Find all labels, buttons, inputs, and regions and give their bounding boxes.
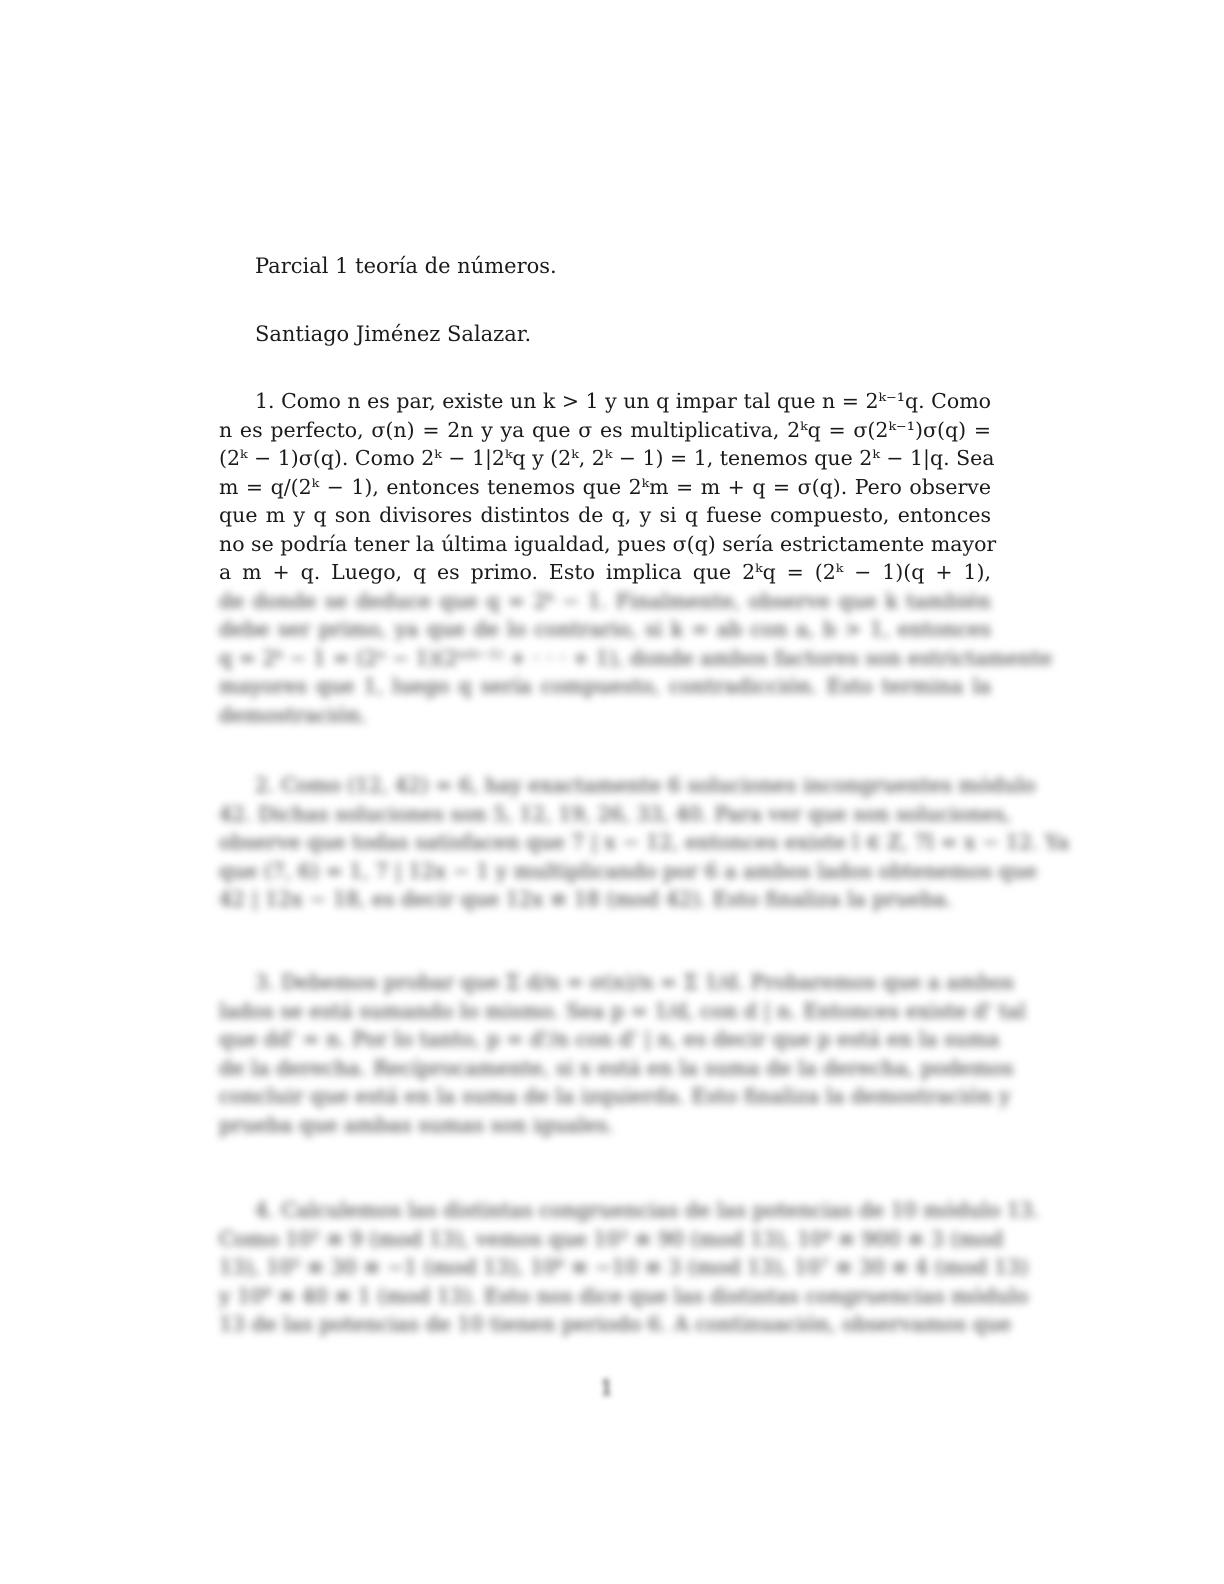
- problem-1-paragraph: [219, 387, 1053, 729]
- paragraph-line: lados se está sumando lo mismo. Sea p = 1/d, con d | n. Entonces existe d' tal: [219, 998, 1026, 1023]
- problem-4-paragraph: [219, 1196, 1040, 1339]
- paragraph-line: q = 2ᵏ − 1 = (2ᵃ − 1)(2ᵃ⁽ᵇ⁻¹⁾ + · · · + 1), donde ambos factores son estrictamente: [219, 645, 1053, 670]
- paragraph-line: 13 de las potencias de 10 tienen periodo 6. A continuación, observamos que: [219, 1312, 1012, 1336]
- paragraph-line: 4. Calculemos las distintas congruencias de las potencias de 10 módulo 13.: [255, 1198, 1040, 1222]
- paragraph-line: 42 | 12x − 18, es decir que 12x ≡ 18 (mod 42). Esto finaliza la prueba.: [219, 887, 953, 911]
- paragraph-line: 3. Debemos probar que Σ d/n = σ(n)/n = Σ 1/d. Probaremos que a ambos: [255, 970, 1015, 994]
- paragraph-line: 2. Como (12, 42) = 6, hay exactamente 6 soluciones incongruentes módulo: [255, 773, 1036, 797]
- paragraph-line: (2ᵏ − 1)σ(q). Como 2ᵏ − 1|2ᵏq y (2ᵏ, 2ᵏ − 1) = 1, tenemos que 2ᵏ − 1|q. Sea: [219, 446, 995, 470]
- paragraph-line: mayores que 1, luego q sería compuesto, contradicción. Esto termina la: [219, 674, 991, 698]
- paragraph-line: que m y q son divisores distintos de q, y si q fuese compuesto, entonces: [219, 503, 991, 527]
- page-number: 1: [600, 1376, 614, 1400]
- problem-3-paragraph: [219, 968, 1026, 1139]
- paragraph-line: 1. Como n es par, existe un k > 1 y un q impar tal que n = 2ᵏ⁻¹q. Como: [255, 389, 991, 413]
- paragraph-line: que dd' = n. Por lo tanto, p = d'/n con d' | n, es decir que p está en la suma: [219, 1027, 1000, 1051]
- paragraph-line: no se podría tener la última igualdad, pues σ(q) sería estrictamente mayor: [219, 531, 997, 556]
- paragraph-line: n es perfecto, σ(n) = 2n y ya que σ es multiplicativa, 2ᵏq = σ(2ᵏ⁻¹)σ(q) =: [219, 417, 991, 442]
- paragraph-line: de la derecha. Recíprocamente, si x está en la suma de la derecha, podemos: [219, 1055, 1014, 1080]
- paragraph-line: y 10⁸ ≡ 40 ≡ 1 (mod 13). Esto nos dice que las distintas congruencias módulo: [219, 1283, 1029, 1308]
- paragraph-line: m = q/(2ᵏ − 1), entonces tenemos que 2ᵏm = m + q = σ(q). Pero observe: [219, 474, 991, 499]
- document-title: Parcial 1 teoría de números.: [255, 254, 557, 278]
- paragraph-line: 13), 10⁵ ≡ 30 ≡ −1 (mod 13), 10⁶ ≡ −10 ≡ 3 (mod 13), 10⁷ ≡ 30 ≡ 4 (mod 13): [219, 1255, 1029, 1279]
- author-name: Santiago Jiménez Salazar.: [255, 322, 532, 346]
- paragraph-line: prueba que ambas sumas son iguales.: [219, 1112, 614, 1137]
- paragraph-line: Como 10² ≡ 9 (mod 13), vemos que 10³ ≡ 90 (mod 13), 10⁴ ≡ 900 ≡ 3 (mod: [219, 1226, 1004, 1251]
- paragraph-line: concluir que está en la suma de la izquierda. Esto finaliza la demostración y: [219, 1084, 1011, 1108]
- paragraph-line: de donde se deduce que q = 2ᵏ − 1. Finalmente, observe que k también: [219, 588, 991, 613]
- paragraph-line: que (7, 6) = 1, 7 | 12x − 1 y multiplicando por 6 a ambos lados obtenemos que: [219, 858, 1037, 883]
- problem-2-paragraph: [219, 771, 1070, 914]
- paragraph-line: debe ser primo, ya que de lo contrario, si k = ab con a, b > 1, entonces: [219, 617, 991, 641]
- paragraph-line: a m + q. Luego, q es primo. Esto implica que 2ᵏq = (2ᵏ − 1)(q + 1),: [219, 560, 991, 584]
- paragraph-line: observe que todas satisfacen que 7 | x − 12, entonces existe l ∈ Z, 7l = x − 12. Ya: [219, 830, 1070, 854]
- paragraph-line: demostración.: [219, 702, 367, 727]
- paragraph-line: 42. Dichas soluciones son 5, 12, 19, 26, 33, 40. Para ver que son soluciones,: [219, 801, 1012, 826]
